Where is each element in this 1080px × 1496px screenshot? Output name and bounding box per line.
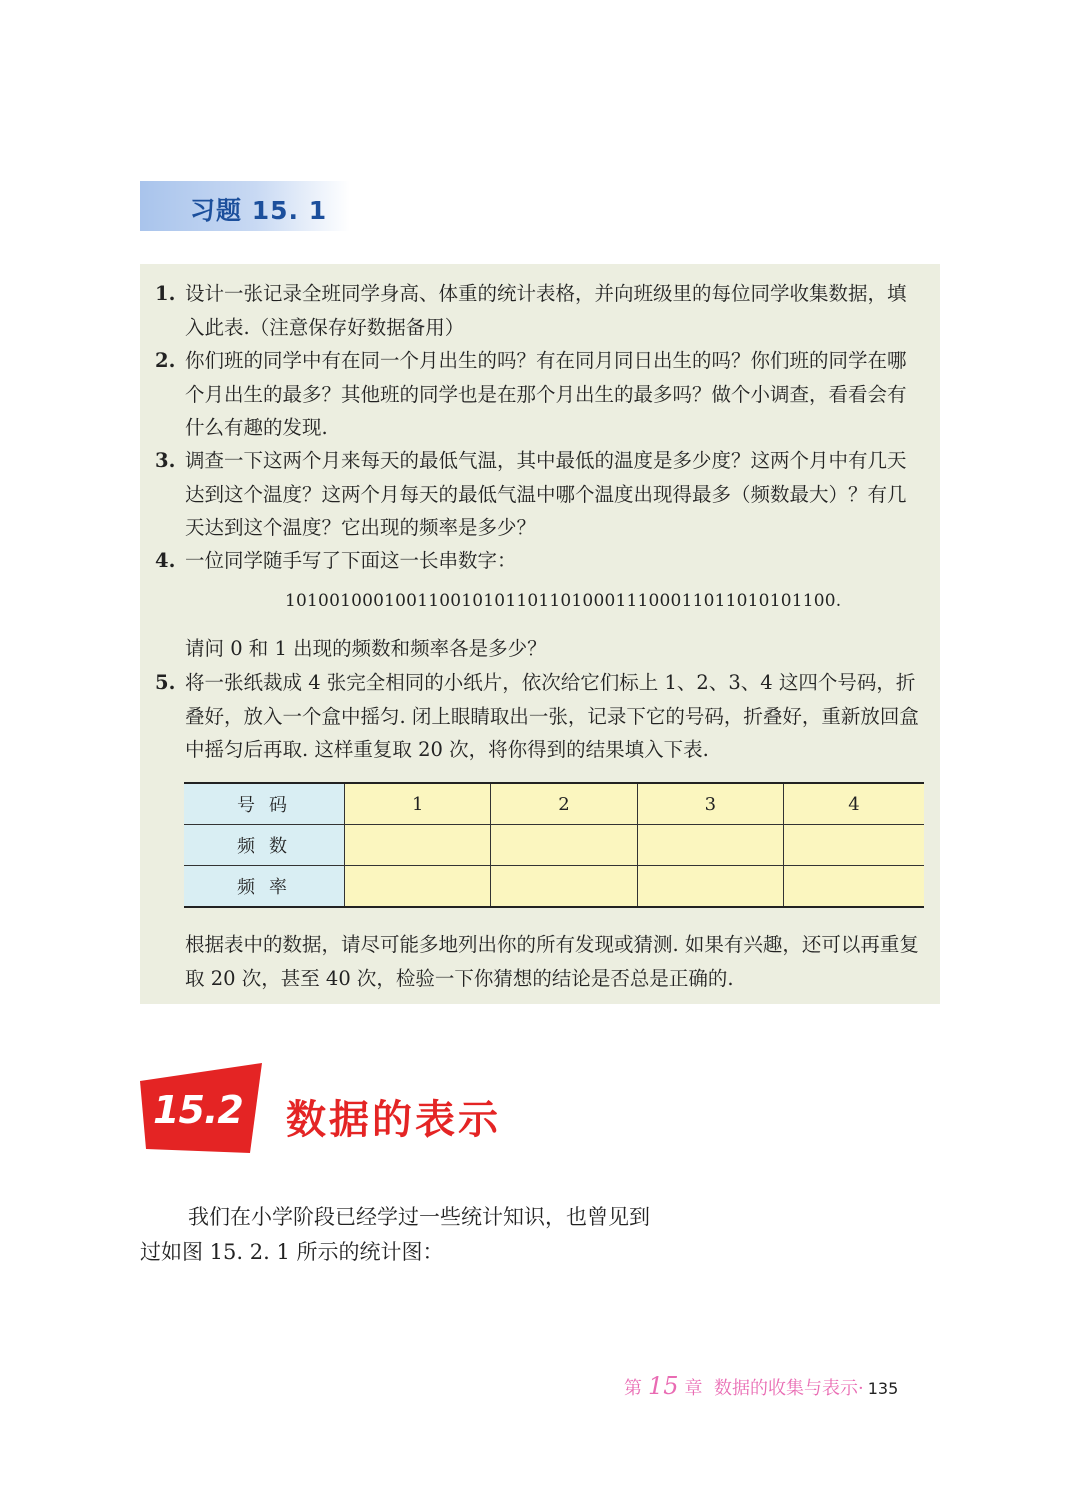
footer-chapter-number: 15 <box>648 1372 679 1400</box>
item-text: 你们班的同学中有在同一个月出生的吗？有在同月同日出生的吗？你们班的同学在哪个月出生的最多？其他班的同学也是在那个月出生的最多吗？做个小调查，看看会有什么有趣的发现. <box>185 349 907 439</box>
exercise-box <box>140 264 940 1004</box>
item-text: 将一张纸裁成 4 张完全相同的小纸片，依次给它们标上 1、2、3、4 这四个号码，折叠好，放入一个盒中摇匀. 闭上眼睛取出一张，记录下它的号码，折叠好，重新放回盒中摇匀后再取. 这样重复取 20 次，将你得到的结果填入下表. <box>185 671 919 761</box>
table-cell: 4 <box>784 783 924 825</box>
table-cell: 1 <box>345 783 491 825</box>
footer-prefix: 第 <box>624 1378 642 1399</box>
section-number: 15.2 <box>153 1088 243 1132</box>
exercise-item-3 <box>155 444 925 545</box>
table-row <box>184 866 924 908</box>
table-cell <box>491 825 637 866</box>
item-text: 一位同学随手写了下面这一长串数字： <box>185 549 517 572</box>
section-title: 数据的表示 <box>286 1097 501 1143</box>
body-line: 我们在小学阶段已经学过一些统计知识，也曾见到 <box>188 1205 650 1229</box>
table-cell <box>345 866 491 908</box>
table-row <box>184 783 924 825</box>
exercise-item-2 <box>155 344 925 445</box>
footer-suffix: 章 <box>684 1378 703 1399</box>
section-body <box>140 1200 720 1270</box>
table-cell <box>784 825 924 866</box>
exercise-item-5 <box>155 666 925 767</box>
item-number: 2. <box>155 349 176 372</box>
table-row <box>184 825 924 866</box>
page-number: 135 <box>867 1379 899 1398</box>
body-line: 过如图 15. 2. 1 所示的统计图： <box>140 1240 444 1264</box>
row-header: 号码 <box>184 783 345 825</box>
table-cell: 3 <box>637 783 783 825</box>
exercise-title: 习题 15. 1 <box>190 196 328 225</box>
item-number: 1. <box>155 282 176 305</box>
table-cell <box>345 825 491 866</box>
closing-text: 根据表中的数据，请尽可能多地列出你的所有发现或猜测. 如果有兴趣，还可以再重复取 20 次，甚至 40 次，检验一下你猜想的结论是否总是正确的. <box>185 933 919 990</box>
item-number: 4. <box>155 549 176 572</box>
page-footer <box>624 1372 898 1400</box>
table-cell <box>637 825 783 866</box>
item4-question: 请问 0 和 1 出现的频数和频率各是多少？ <box>185 637 547 660</box>
exercise-item-4 <box>155 544 925 578</box>
table-cell: 2 <box>491 783 637 825</box>
table-cell <box>491 866 637 908</box>
footer-bullet: · <box>858 1378 864 1399</box>
row-header: 频率 <box>184 866 345 908</box>
item-text: 设计一张记录全班同学身高、体重的统计表格，并向班级里的每位同学收集数据，填入此表.（注意保存好数据备用） <box>185 282 907 339</box>
table-cell <box>784 866 924 908</box>
item-text: 调查一下这两个月来每天的最低气温，其中最低的温度是多少度？这两个月中有几天达到这个温度？这两个月每天的最低气温中哪个温度出现得最多（频数最大）？有几天达到这个温度？它出现的频率是多少？ <box>185 449 907 539</box>
exercise-item-1 <box>155 277 925 344</box>
item-number: 3. <box>155 449 176 472</box>
exercise-header <box>140 181 350 231</box>
item-number: 5. <box>155 671 176 694</box>
table-cell <box>637 866 783 908</box>
digit-string: 10100100010011001010110110100011100011011010101100. <box>285 591 842 611</box>
row-header: 频数 <box>184 825 345 866</box>
frequency-table <box>184 782 924 908</box>
footer-chapter-title: 数据的收集与表示 <box>714 1378 858 1399</box>
